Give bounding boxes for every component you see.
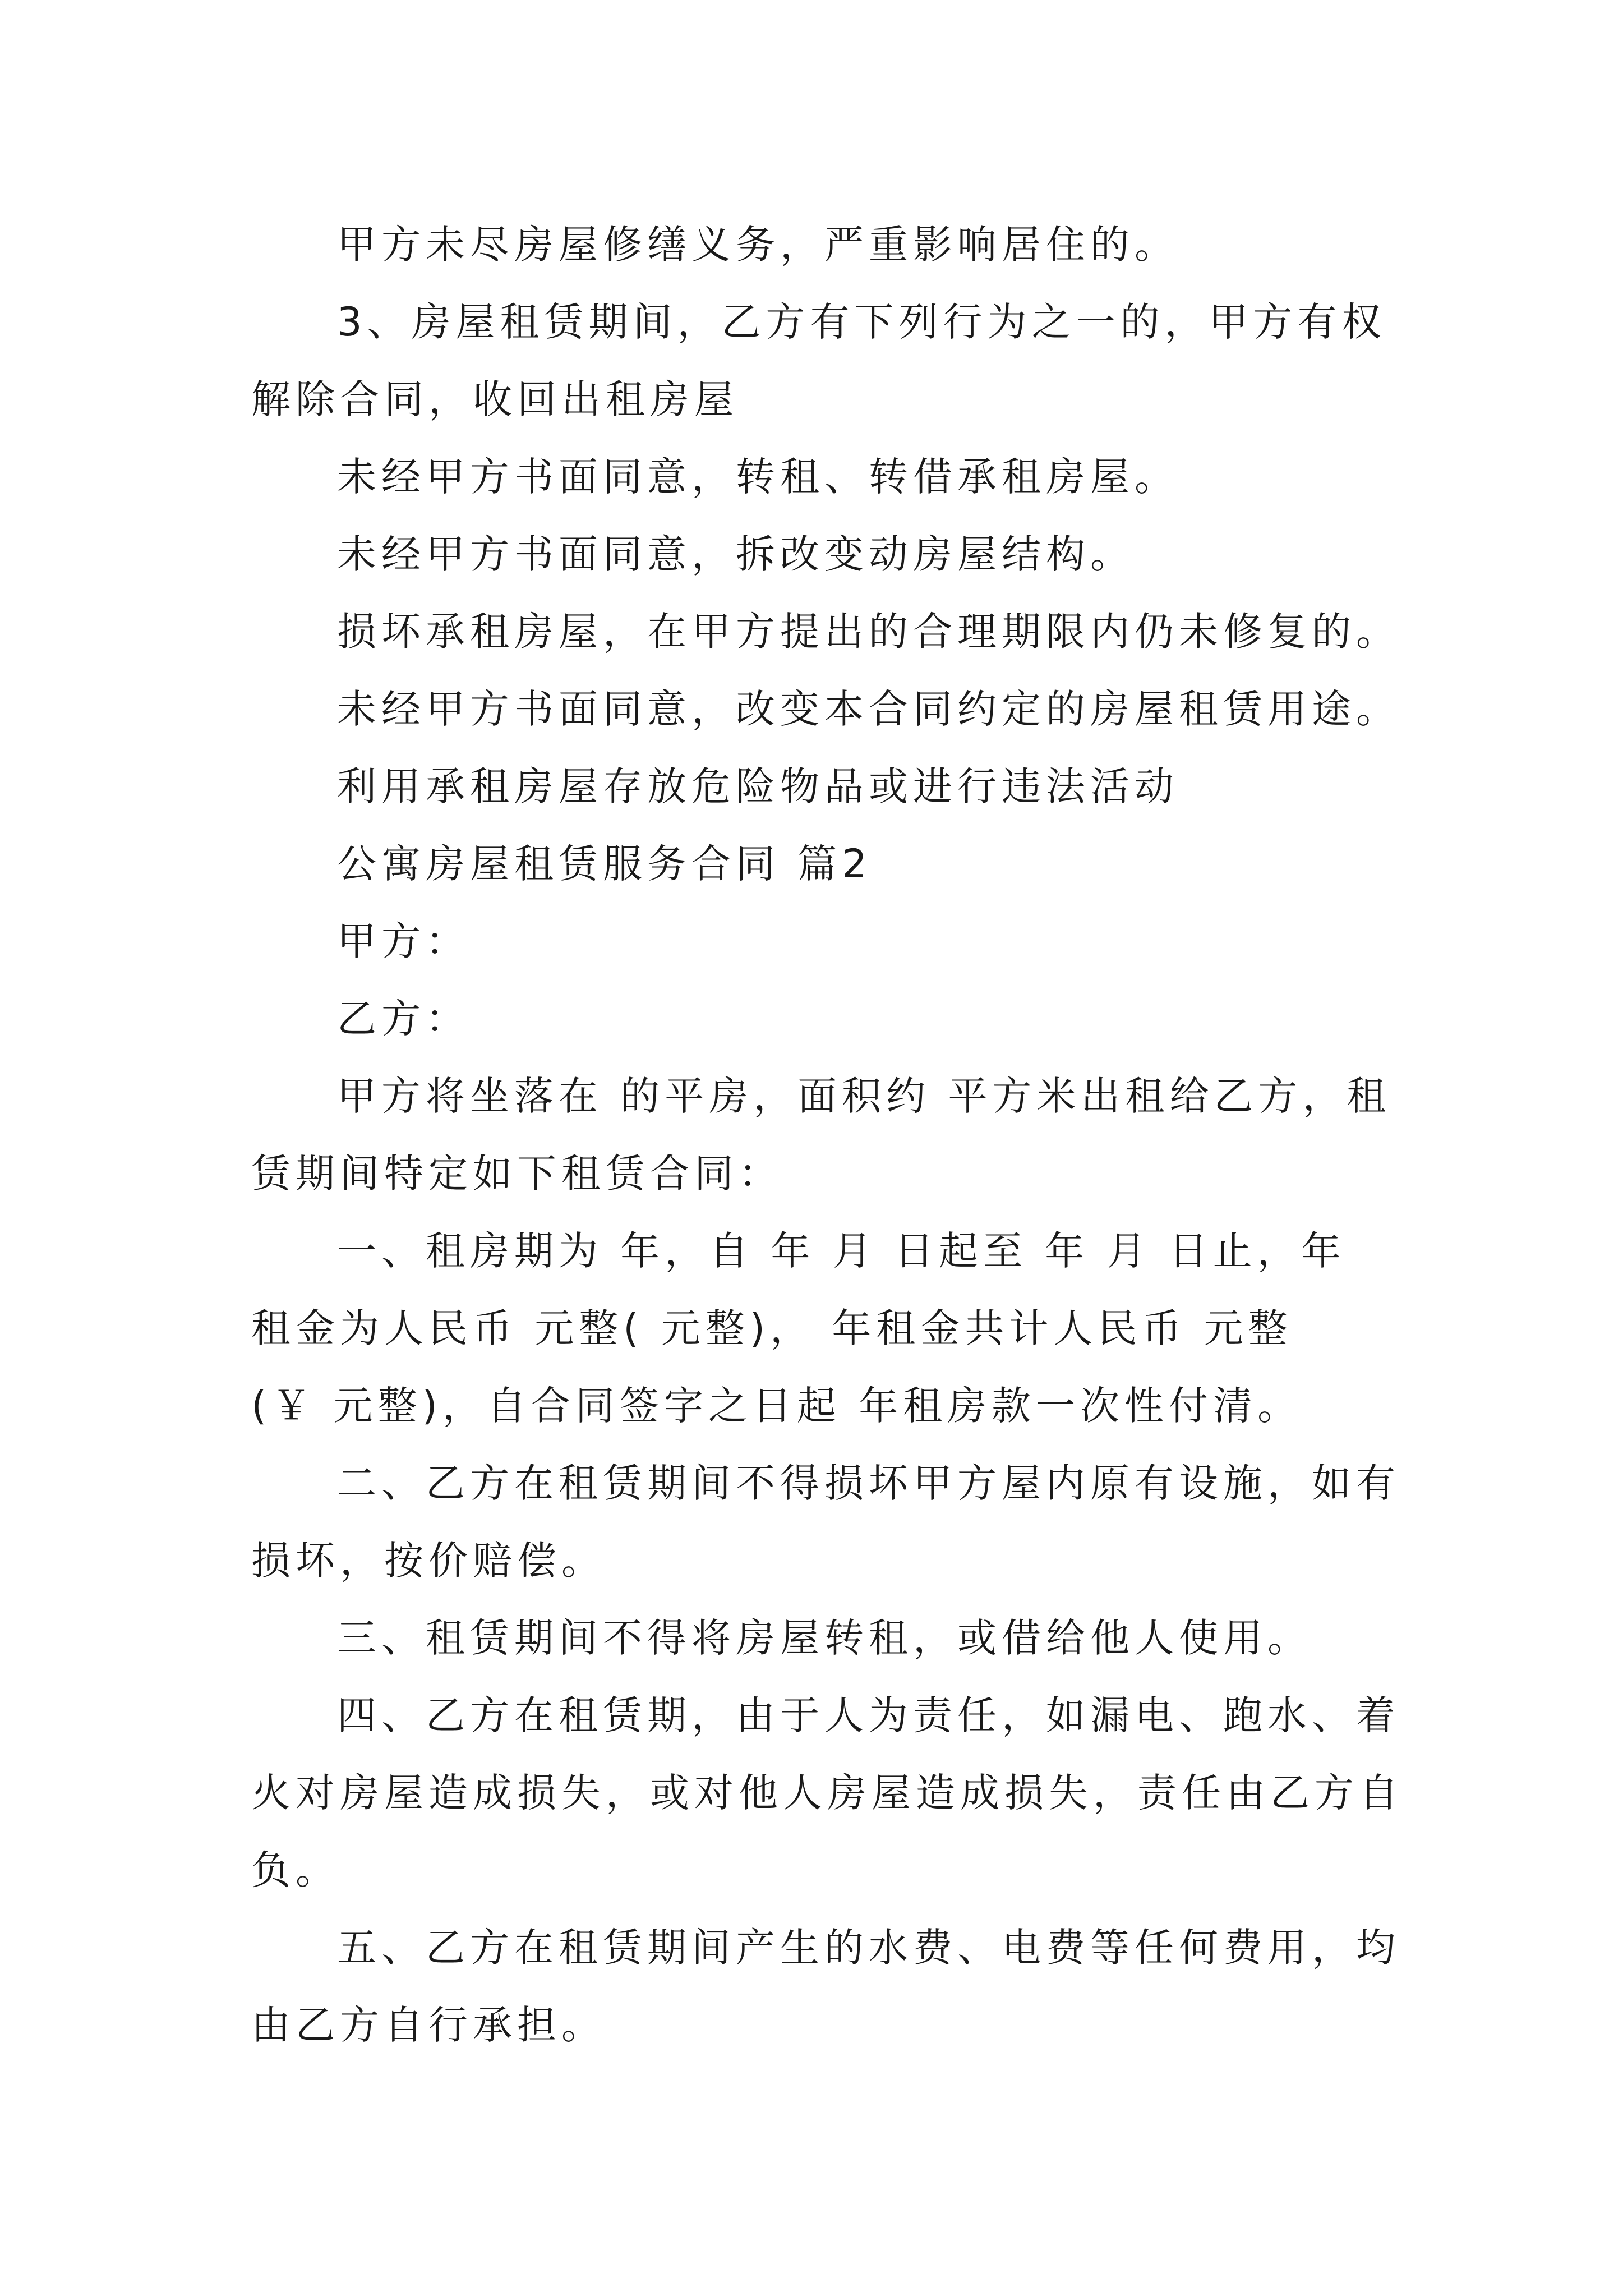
text-line: 火对房屋造成损失，或对他人房屋造成损失，责任由乙方自 [251,1770,1403,1816]
text-line: 甲方未尽房屋修缮义务，严重影响居住的。 [337,222,1179,268]
text-line: 二、乙方在租赁期间不得损坏甲方屋内原有设施，如有 [337,1460,1400,1506]
text-line: 四、乙方在租赁期，由于人为责任，如漏电、跑水、着 [337,1692,1400,1738]
text-line: (￥ 元整)，自合同签字之日起 年租房款一次性付清。 [251,1383,1302,1429]
text-line: 解除合同，收回出租房屋 [251,376,739,422]
text-line: 负。 [251,1847,340,1893]
text-line: 一、租房期为 年，自 年 月 日起至 年 月 日止，年 [337,1228,1346,1274]
text-line: 赁期间特定如下租赁合同： [251,1151,783,1197]
text-line: 三、租赁期间不得将房屋转租，或借给他人使用。 [337,1615,1312,1661]
text-line: 甲方： [337,918,470,964]
text-line: 未经甲方书面同意，转租、转借承租房屋。 [337,454,1179,500]
text-line: 未经甲方书面同意，拆改变动房屋结构。 [337,531,1135,577]
text-line: 3、房屋租赁期间，乙方有下列行为之一的，甲方有权 [337,299,1386,345]
section-heading: 公寓房屋租赁服务合同 篇2 [337,841,872,887]
text-line: 损坏承租房屋，在甲方提出的合理期限内仍未修复的。 [337,609,1400,655]
text-line: 由乙方自行承担。 [251,2002,606,2048]
text-line: 未经甲方书面同意，改变本合同约定的房屋租赁用途。 [337,686,1400,732]
text-line: 损坏，按价赔偿。 [251,1538,606,1584]
text-line: 租金为人民币 元整( 元整)， 年租金共计人民币 元整 [251,1305,1293,1351]
text-line: 乙方： [337,996,470,1042]
text-line: 甲方将坐落在 的平房，面积约 平方米出租给乙方，租 [337,1073,1391,1119]
text-line: 五、乙方在租赁期间产生的水费、电费等任何费用，均 [337,1925,1400,1971]
text-line: 利用承租房屋存放危险物品或进行违法活动 [337,763,1179,809]
